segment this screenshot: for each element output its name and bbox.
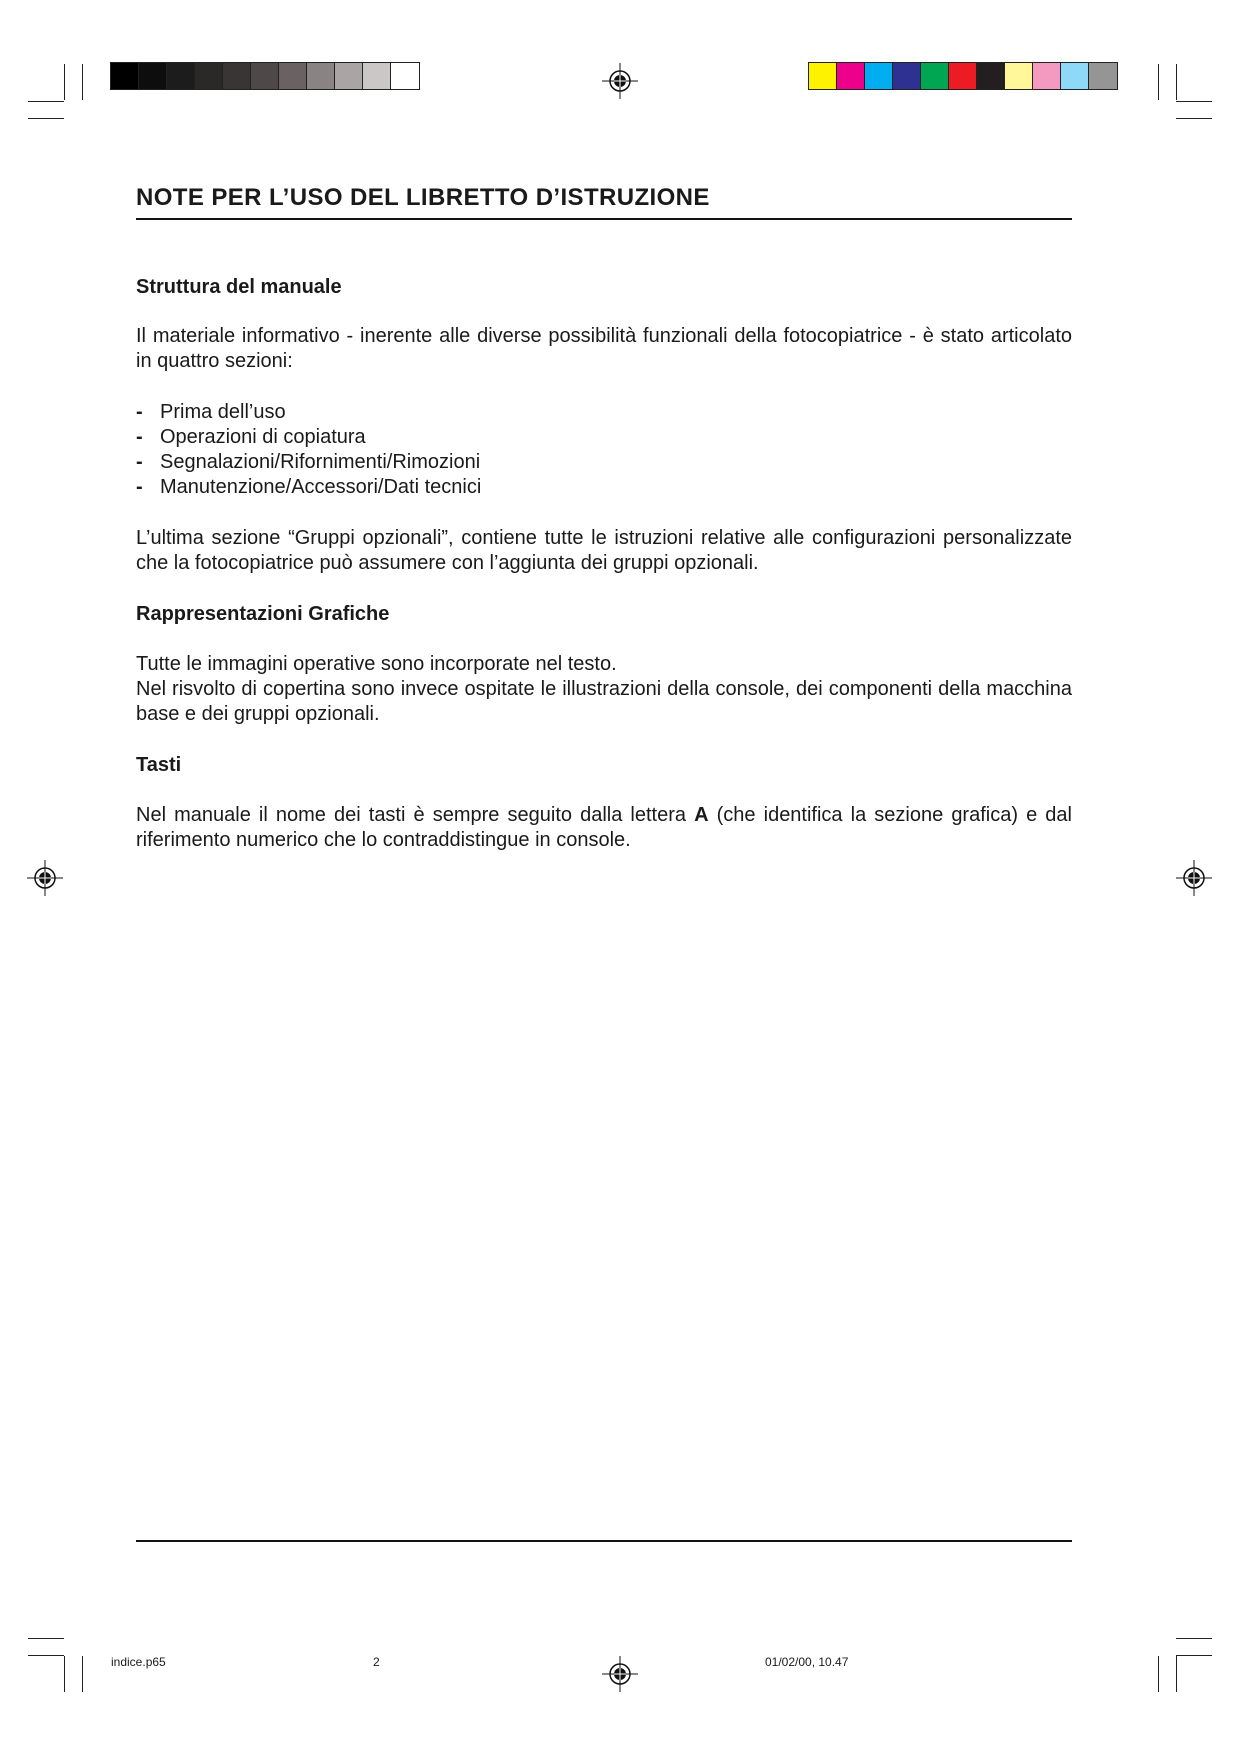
key-letter: A xyxy=(694,804,709,826)
calibration-swatch xyxy=(1061,63,1089,89)
calibration-swatch xyxy=(139,63,167,89)
title-rule xyxy=(136,218,1072,220)
graphics-line-2: Nel risvolto di copertina sono invece ospitate le illustrazioni della console, dei componenti della macchina base e dei gruppi opzionali. xyxy=(136,678,1072,725)
graphics-line-1: Tutte le immagini operative sono incorporate nel testo. xyxy=(136,653,617,675)
keys-paragraph: Nel manuale il nome dei tasti è sempre seguito dalla lettera A (che identifica la sezione grafica) e dal riferimento numerico che lo contraddistingue in console. xyxy=(136,804,1072,851)
section-heading-graphics: Rappresentazioni Grafiche xyxy=(136,603,390,625)
footer-rule xyxy=(136,1540,1072,1542)
list-item: - Manutenzione/Accessori/Dati tecnici xyxy=(136,476,482,498)
calibration-swatch xyxy=(391,63,419,89)
calibration-swatch xyxy=(363,63,391,89)
color-calibration-strip xyxy=(808,62,1118,90)
registration-mark-top-icon xyxy=(602,63,638,99)
calibration-swatch xyxy=(335,63,363,89)
section-heading-structure: Struttura del manuale xyxy=(136,276,342,298)
calibration-swatch xyxy=(251,63,279,89)
footer-page-number: 2 xyxy=(373,1655,380,1669)
footer-filename: indice.p65 xyxy=(111,1655,166,1669)
registration-mark-left-icon xyxy=(27,860,63,896)
sections-list xyxy=(136,400,481,500)
list-item: - Segnalazioni/Rifornimenti/Rimozioni xyxy=(136,451,481,473)
calibration-swatch xyxy=(223,63,251,89)
calibration-swatch xyxy=(1033,63,1061,89)
calibration-swatch xyxy=(307,63,335,89)
list-item: - Prima dell’uso xyxy=(136,401,286,423)
calibration-swatch xyxy=(1005,63,1033,89)
calibration-swatch xyxy=(977,63,1005,89)
calibration-swatch xyxy=(837,63,865,89)
calibration-swatch xyxy=(111,63,139,89)
registration-mark-bottom-icon xyxy=(602,1656,638,1692)
calibration-swatch xyxy=(921,63,949,89)
calibration-swatch xyxy=(1089,63,1117,89)
page-title: NOTE PER L’USO DEL LIBRETTO D’ISTRUZIONE xyxy=(136,184,710,211)
calibration-swatch xyxy=(949,63,977,89)
calibration-swatch xyxy=(893,63,921,89)
gray-calibration-strip xyxy=(110,62,420,90)
structure-intro: Il materiale informativo - inerente alle diverse possibilità funzionali della fotocopiatrice - è stato articolato in quattro sezioni: xyxy=(136,325,1072,372)
footer-timestamp: 01/02/00, 10.47 xyxy=(765,1655,849,1669)
registration-mark-right-icon xyxy=(1176,860,1212,896)
calibration-swatch xyxy=(195,63,223,89)
calibration-swatch xyxy=(865,63,893,89)
list-item: - Operazioni di copiatura xyxy=(136,426,366,448)
calibration-swatch xyxy=(279,63,307,89)
calibration-swatch xyxy=(809,63,837,89)
calibration-swatch xyxy=(167,63,195,89)
section-heading-keys: Tasti xyxy=(136,754,182,776)
structure-outro: L’ultima sezione “Gruppi opzionali”, contiene tutte le istruzioni relative alle configurazioni personalizzate che la fotocopiatrice può assumere con l’aggiunta dei gruppi opzionali. xyxy=(136,527,1072,574)
